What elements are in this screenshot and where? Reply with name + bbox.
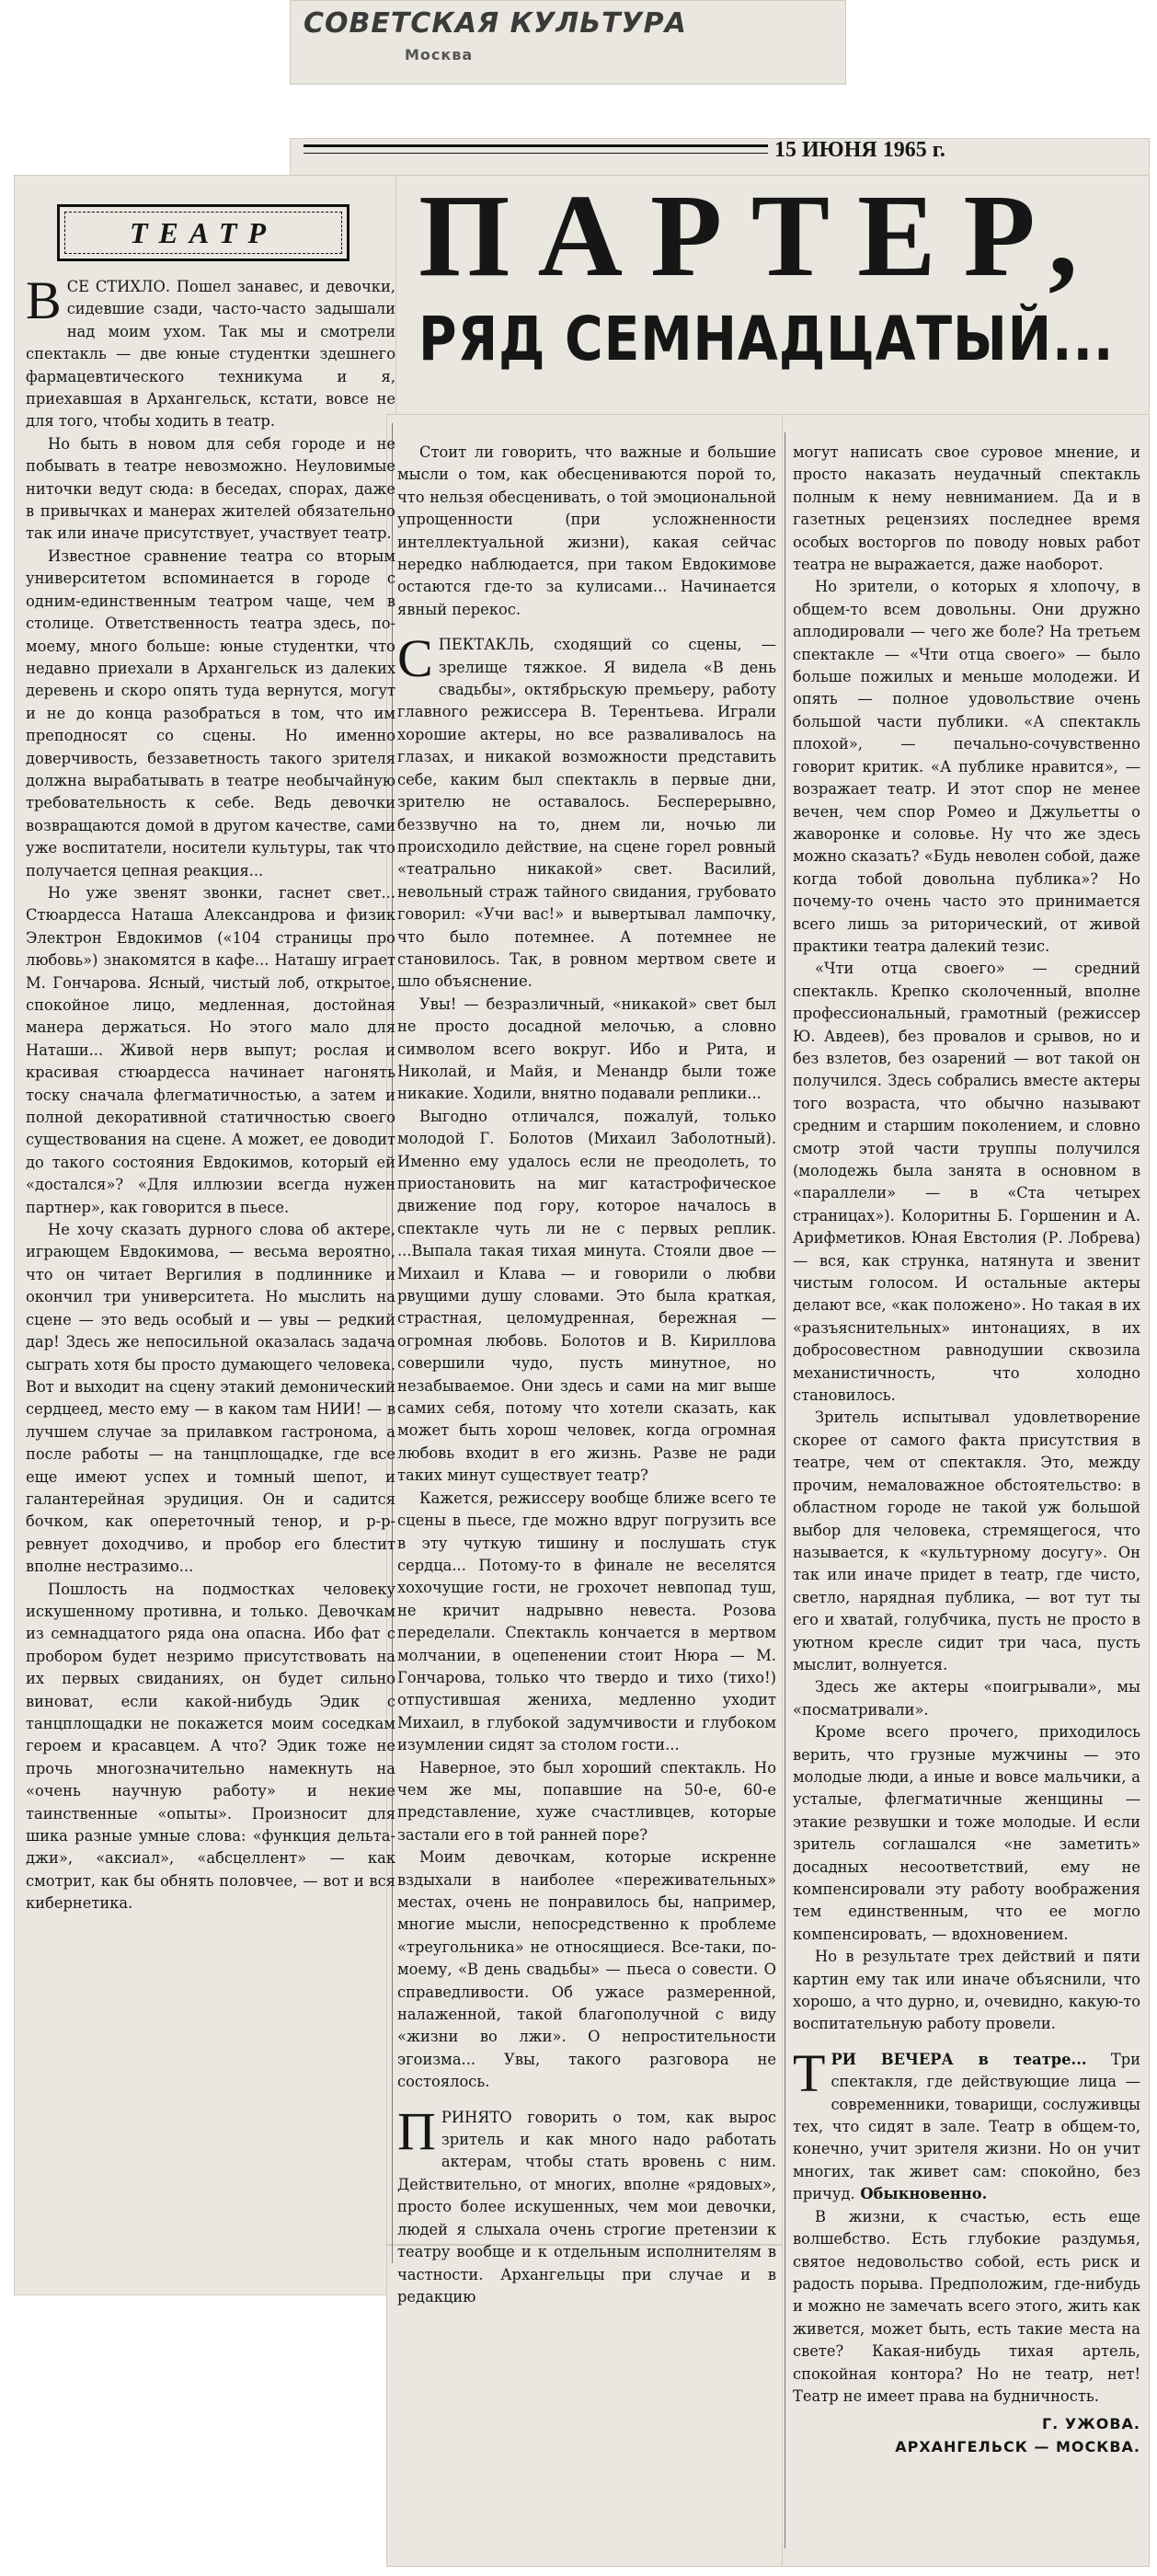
drop-cap: Т [793,2042,826,2103]
rubric-label: ТЕАТР [129,215,278,249]
section-rubric [57,204,349,261]
paragraph: Кроме всего прочего, приходилось верить, что грузные мужчины — это молодые люди, а иные и вовсе мальчики, а усталые, флегматичные женщины — этакие резвушки и тоже молодые. И если зритель соглашался «не заметить» досадных несоответствий, ему не компенсировали эту работу воображения тем единственным, что ее могло компенсировать, — вдохновением. [793,1723,1140,1943]
drop-cap: П [397,2100,436,2161]
article-column-left [26,270,395,1915]
paragraph: Пошлость на подмостках человеку искушенному противна, и только. Девочкам из семнадцатого ряда она опасна. Ибо фат с пробором будет незримо присутствовать на их первых свиданиях, он будет сильно виноват, если какой-нибудь Эдик с танцплощадки не покажется моим соседкам героем и красавцем. А что? Эдик тоже не прочь многозначительно намекнуть на «очень научную работу» и некие таинственные «опыты». Произносит для шика разные умные слова: «функция дельта-джи», «аксиал», «абсцеллент» — как смотрит, как бы обнять половчее, — вот и вся кибернетика. [26,1580,395,1913]
paragraph: Известное сравнение театра со вторым университетом вспоминается в городе с одним-единственным театром чаще, чем в столице. Ответственность театра здесь, по-моему, много больше: юные студентки, что недавно приехали в Архангельск из далеких деревень и скоро опять туда вернутся, могут и не до конца разобраться в том, что им преподносят со сцены. Но именно доверчивость, беззаветность такого зрителя должна вырабатывать в театре необычайную требовательность к себе. Ведь девочки возвращаются домой в другом качестве, сами уже воспитатели, носители культуры, так что получается цепная реакция... [26,546,395,880]
author-signature: Г. УЖОВА. [1041,2415,1140,2433]
paragraph: Но в результате трех действий и пяти картин ему так или иначе объяснили, что хорошо, а что дурно, и, очевидно, какую-то воспитательную работу провели. [793,1948,1140,2033]
paragraph: Выгодно отличался, пожалуй, только молодой Г. Болотов (Михаил Заболотный). Именно ему удалось если не преодолеть, то приостановить на миг катастрофическое движение под гору, которое началось в спектакле чуть ли не с первых реплик. ...Выпала такая тихая минута. Стояли двое — Михаил и Клава — и говорили о любви рвущими душу словами. Это была краткая, страстная, целомудренная, бережная — огромная любовь. Болотов и В. Кириллова совершили чудо, пусть минутное, но незабываемое. Они здесь и сами на миг выше самих себя, потому что хотели сказать, как может быть хорош человек, когда огромная любовь входит в его жизнь. Разве не ради таких минут существует театр? [397,1107,776,1485]
article-column-middle [397,442,776,2308]
paragraph: Увы! — безразличный, «никакой» свет был не просто досадной мелочью, а словно символом всего вокруг. Ибо и Рита, и Николай, и Майя, и Менандр были тоже никакие. Ходили, внятно подавали реплики... [397,995,776,1103]
date-rule [304,144,768,154]
headline-line-2: РЯД СЕМНАДЦАТЫЙ... [418,304,1115,374]
paragraph: Наверное, это был хороший спектакль. Но чем же мы, попавшие на 50-е, 60-е представление, хуже счастливцев, которые застали его в той ранней поре? [397,1758,776,1844]
paragraph: ТРИ ВЕЧЕРА в театре... Три спектакля, где действующие лица — современники, товарищи, сослуживцы тех, что сидят в зале. Театр в общем-то, конечно, учит зрителя жизни. Но он учит многих, так живет сам: спокойно, без причуд. Обыкновенно. [793,2042,1140,2203]
paragraph: Здесь же актеры «поигрывали», мы «посматривали». [793,1678,1140,1719]
paragraph: могут написать свое суровое мнение, и просто наказать неудачный спектакль полным к нему невниманием. Да и в газетных рецензиях последнее время особых восторгов по поводу новых работ театра не выражается, даже наоборот. [793,443,1140,574]
headline-line-1: ПАРТЕР, [418,170,1105,301]
drop-cap: С [397,628,433,689]
paragraph: Стоит ли говорить, что важные и большие мысли о том, как обесцениваются порой то, что нельзя обесценивать, о той эмоциональной упрощенности (при усложненности интеллектуальной жизни), какая сейчас нередко наблюдается, при таком Евдокимове остаются где-то за кулисами... Начинается явный перекос. [397,443,776,618]
paragraph: Но быть в новом для себя городе и не побывать в театре невозможно. Неуловимые ниточки ведут сюда: в беседах, спорах, даже в привычках и манерах жителей обязательно так или иначе присутствует, участвует театр. [26,434,395,543]
paragraph: Не хочу сказать дурного слова об актере, играющем Евдокимова, — весьма вероятно, что он читает Вергилия в подлиннике и окончил три университета. Но мыслить на сцене — это ведь особый и — увы — редкий дар! Здесь же непосильной оказалась задача сыграть хотя бы просто думающего человека. Вот и выходит на сцену этакий демонический сердцеед, место ему — в каком там НИИ! — в лучшем случае за прилавком гастронома, а после работы — на танцплощадке, где все еще имеют успех и томный шепот, и галантерейная эрудиция. Он и садится бочком, как опереточный тенор, и р-р-ревнует доходчиво, и пробор его блестит вполне нестразимо... [26,1221,395,1576]
masthead-subtitle: Москва [405,46,474,63]
paragraph: Но уже звенят звонки, гаснет свет... Стюардесса Наташа Александрова и физик Электрон Евдокимов («104 страницы про любовь») знакомятся в кафе... Наташу играет М. Гончарова. Ясный, чистый лоб, открытое, спокойное лицо, медленная, достойная манера держаться. Но этого мало для Наташи... Живой нерв выпут; рослая и красивая стюардесса начинает нагонять тоску сначала флегматичностью, а затем и полной декоративной статичностью своего существования на сцене. А может, ее доводит до такого состояния Евдокимов, который ей «достался»? «Для иллюзии всегда нужен партнер», как говорится в пьесе. [26,883,395,1216]
paragraph: ПРИНЯТО говорить о том, как вырос зритель и как много надо работать актерам, чтобы стать вровень с ним. Действительно, от многих, вполне «рядовых», просто более искушенных, чем мои девочки, людей я слыхала очень строгие претензии к театру вообще и к отдельным исполнителям в частности. Архангельцы при случае и в редакцию [397,2100,776,2306]
rubric-inner-frame [64,212,342,254]
paragraph: ВСЕ СТИХЛО. Пошел занавес, и девочки, сидевшие сзади, часто-часто задышали над моим ухом. Так мы и смотрели спектакль — две юные студентки здешнего фармацевтического техникума и я, приехавшая в Архангельск, кстати, вовсе не для того, чтобы ходить в театр. [26,270,395,431]
issue-date: 15 ИЮНЯ 1965 г. [774,138,945,162]
paragraph: «Чти отца своего» — средний спектакль. Крепко сколоченный, вполне профессиональный, грамотный (режиссер Ю. Авдеев), без провалов и срывов, но и без взлетов, без озарений — вот такой он получился. Здесь собрались вместе актеры того возраста, что обычно называют средним и старшим поколением, и словно смотр этой части труппы получился (молодежь была занята в основном в «параллели» — в «Ста четырех страницах»). Колоритны Б. Горшенин и А. Арифметиков. Юная Евстолия (Р. Лобрева) — вся, как струнка, натянута и звенит чистым голосом. И остальные актеры делают все, «как положено». Но такая в их «разъяснительных» интонациях, в их добросовестном равнодушии сквозила механистичность, что холодно становилось. [793,960,1140,1405]
paragraph: Моим девочкам, которые искренне вздыхали в наиболее «переживательных» местах, очень не понравилось бы, например, многие мысли, непосредственно к проблеме «треугольника» не относящиеся. Все-таки, по-моему, «В день свадьбы» — пьеса о совести. О справедливости. Об ужасе размеренной, налаженной, такой благополучной с виду «жизни во лжи». О непростительности эгоизма... Увы, такого разговора не состоялось. [397,1848,776,2091]
author-location: АРХАНГЕЛЬСК — МОСКВА. [895,2437,1140,2455]
paragraph: СПЕКТАКЛЬ, сходящий со сцены, — зрелище тяжкое. Я видела «В день свадьбы», октябрьскую премьеру, работу главного режиссера В. Терентьева. Играли хорошие актеры, но все разваливалось на глазах, и никакой возможности представить себе, каким был спектакль в первые дни, зрителю не оставалось. Бесперерывно, беззвучно на то, днем ли, ночью ли происходило действие, на сцене горел ровный «театрально никакой» свет. Василий, невольный страж тайного свидания, грубовато говорил: «Учи вас!» и вывертывал лампочку, что было потемнее. А потемнее не становилось. Так, в ровном мертвом свете и шло объяснение. [397,628,776,991]
paragraph: В жизни, к счастью, есть еще волшебство. Есть глубокие раздумья, святое недовольство собой, есть риск и радость порыва. Предположим, где-нибудь и можно не замечать всего этого, жить как живется, может быть, есть такие места на свете? Какая-нибудь тихая артель, спокойная контора? Но не театр, нет! Театр не имеет права на будничность. [793,2207,1140,2405]
article-column-right [793,442,1140,2458]
drop-cap: В [26,270,62,330]
newspaper-masthead: СОВЕТСКАЯ КУЛЬТУРА [304,7,687,40]
paragraph: Но зрители, о которых я хлопочу, в общем-то всем довольны. Они дружно аплодировали — чего же боле? На третьем спектакле — «Чти отца своего» — было больше пожилых и меньше молодежи. И опять — полное удовольствие очень большой части публики. «А спектакль плохой», — печально-сочувственно говорит критик. «А публике нравится», — возражает театр. И этот спор не менее вечен, чем спор Ромео и Джульетты о жаворонке и соловье. Ну что же здесь можно сказать? «Будь неволен собой, даже когда тобой довольна публика»? Но почему-то очень часто это принимается всего лишь за риторический, от живой практики театра далекий тезис. [793,578,1140,955]
paragraph: Кажется, режиссеру вообще ближе всего те сцены в пьесе, где можно вдруг погрузить все в эту чуткую тишину и послушать стук сердца... Потому-то в финале не веселятся хохочущие гости, не грохочет невпопад туш, не кричит надрывно невеста. Розова переделали. Спектакль кончается в мертвом молчании, в оцепенении стоит Нюра — М. Гончарова, только что твердо и тихо (тихо!) отпустившая жениха, медленно уходит Михаил, в глубокой задумчивости и глубоком изумлении сидят за столом гости... [397,1489,776,1754]
paragraph: Зритель испытывал удовлетворение скорее от самого факта присутствия в театре, чем от спектакля. Это, между прочим, немаловажное обстоятельство: в областном городе не такой уж большой выбор для человека, стремящегося, что называется, к «культурному досугу». Он так или иначе придет в театр, где чисто, светло, нарядная публика, — вот тут ты его и хватай, голубчика, пусть не просто в уютном кресле сидит три часа, пусть мыслит, волнуется. [793,1409,1140,1673]
